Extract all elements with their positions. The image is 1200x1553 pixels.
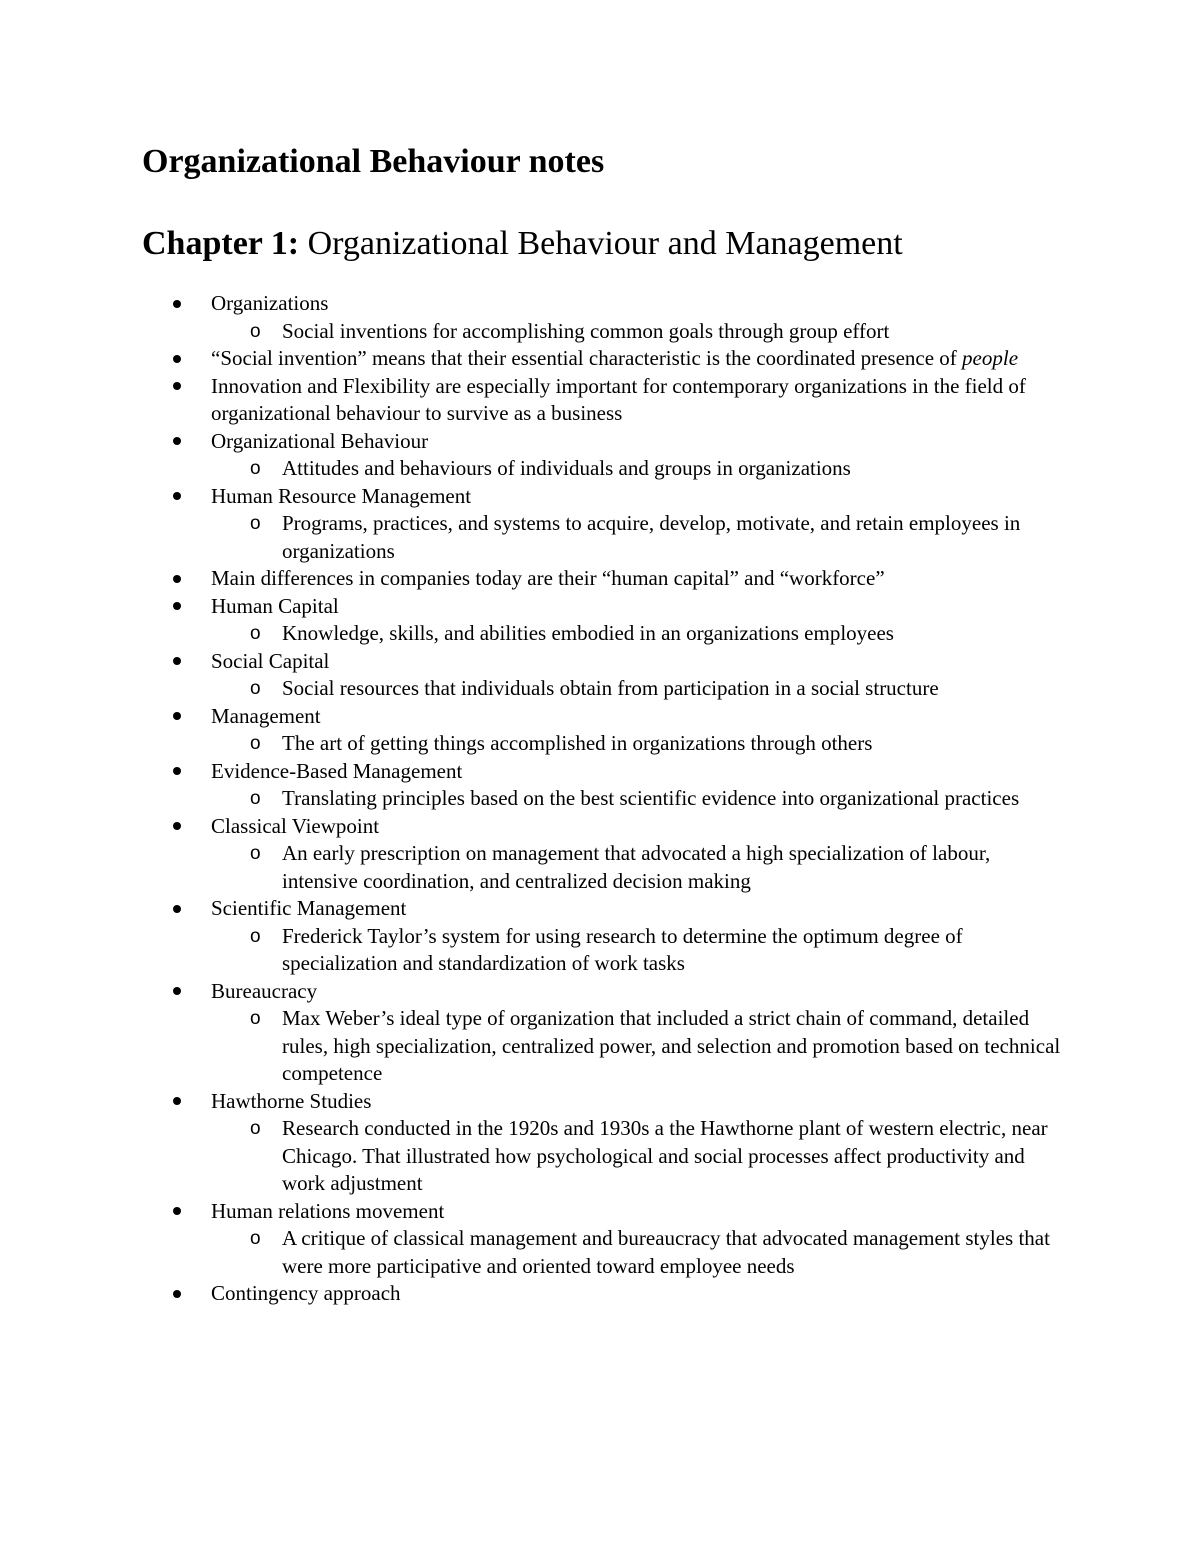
list-item-text: Human Resource Management: [211, 483, 472, 508]
sub-list-item: [0, 730, 1062, 758]
notes-outline: [0, 290, 1200, 1308]
bullet-icon: [173, 1290, 181, 1298]
list-item: [0, 1088, 1061, 1116]
sub-list-item: [0, 785, 1062, 813]
circle-bullet-icon: o: [250, 925, 261, 947]
list-item-text: Evidence-Based Management: [211, 758, 463, 783]
sub-list-item: [0, 1225, 1062, 1280]
chapter-heading: [142, 222, 903, 266]
bullet-icon: [173, 1207, 181, 1215]
sub-list-item: [0, 318, 1062, 346]
circle-bullet-icon: o: [250, 733, 261, 754]
circle-bullet-icon: o: [250, 1008, 261, 1029]
circle-bullet-icon: o: [250, 623, 261, 644]
sub-list-item-text: The art of getting things accomplished in organizations through others: [282, 731, 873, 755]
circle-bullet-icon: o: [250, 320, 261, 342]
circle-bullet-icon: o: [250, 513, 261, 534]
bullet-icon: [173, 437, 181, 445]
sub-list-item-text: A critique of classical management and bureaucracy that advocated management styles that were more participative and oriented toward employee needs: [282, 1226, 1050, 1278]
list-item: [0, 290, 1061, 318]
sub-list-item: [0, 923, 1062, 978]
list-item-text: Main differences in companies today are their “human capital” and “workforce”: [211, 566, 885, 590]
bullet-icon: [173, 355, 181, 363]
list-item-text: “Social invention” means that their essential characteristic is the coordinated presence of: [211, 346, 957, 370]
list-item-text: Management: [211, 703, 321, 728]
bullet-icon: [173, 1097, 181, 1105]
list-item-text: Classical Viewpoint: [211, 813, 380, 838]
list-item-text: Scientific Management: [211, 896, 407, 920]
sub-list-item-text: Attitudes and behaviours of individuals and groups in organizations: [282, 456, 851, 480]
list-item-text: Human relations movement: [211, 1198, 445, 1223]
list-item-text: Hawthorne Studies: [211, 1088, 372, 1113]
bullet-icon: [173, 712, 181, 720]
circle-bullet-icon: o: [250, 458, 261, 479]
list-item-text: Organizational Behaviour: [211, 428, 429, 453]
bullet-icon: [173, 767, 181, 775]
circle-bullet-icon: o: [250, 843, 261, 864]
bullet-icon: [173, 602, 181, 610]
circle-bullet-icon: o: [250, 788, 261, 809]
list-item: [0, 428, 1061, 456]
list-item: [0, 813, 1061, 841]
sub-list-item-text: Social inventions for accomplishing common goals through group effort: [282, 318, 890, 343]
circle-bullet-icon: o: [250, 1228, 261, 1249]
list-item: [0, 648, 1061, 676]
list-item: [0, 345, 1061, 373]
sub-list-item: [0, 455, 1062, 483]
bullet-icon: [173, 382, 181, 390]
circle-bullet-icon: o: [250, 678, 261, 699]
sub-list-item: [0, 675, 1062, 703]
list-item: [0, 483, 1061, 511]
sub-list-item-text: Max Weber’s ideal type of organization that included a strict chain of command, detailed rules, high specialization, centralized power, and selection and promotion based on technical competence: [282, 1006, 1061, 1085]
list-item: [0, 978, 1061, 1006]
sub-list-item: [0, 510, 1062, 565]
list-item-text: Contingency approach: [211, 1281, 401, 1305]
sub-list-item: [0, 620, 1062, 648]
list-item: [0, 758, 1061, 786]
list-item-text: Human Capital: [211, 593, 339, 618]
list-item: [0, 565, 1061, 593]
sub-list-item-text: An early prescription on management that advocated a high specialization of labour, intensive coordination, and centralized decision making: [282, 841, 991, 893]
chapter-label: Chapter 1:: [142, 225, 300, 262]
sub-list-item-text: Social resources that individuals obtain from participation in a social structure: [282, 676, 939, 700]
sub-list-item-text: Translating principles based on the best scientific evidence into organizational practices: [282, 786, 1020, 810]
sub-list-item-text: Programs, practices, and systems to acquire, develop, motivate, and retain employees in organizations: [282, 511, 1021, 563]
bullet-icon: [173, 905, 181, 913]
chapter-title: Organizational Behaviour and Management: [307, 225, 903, 262]
sub-list-item: [0, 1005, 1062, 1088]
bullet-icon: [173, 657, 181, 665]
bullet-icon: [173, 822, 181, 830]
list-item: [0, 1280, 1061, 1308]
list-item: [0, 373, 1061, 428]
sub-list-item-text: Knowledge, skills, and abilities embodied in an organizations employees: [282, 621, 894, 645]
list-item-emphasis: people: [962, 346, 1019, 370]
list-item-text: Bureaucracy: [211, 978, 318, 1003]
circle-bullet-icon: o: [250, 1118, 261, 1139]
list-item: [0, 895, 1061, 923]
bullet-icon: [173, 492, 181, 500]
list-item: [0, 593, 1061, 621]
sub-list-item: [0, 1115, 1062, 1198]
list-item-text: Organizations: [211, 291, 329, 315]
sub-list-item: [0, 840, 1062, 895]
document-title: Organizational Behaviour notes: [142, 143, 605, 180]
list-item-text: Innovation and Flexibility are especially important for contemporary organizations in the field of organizational behaviour to survive as a business: [211, 373, 1026, 425]
list-item-text: Social Capital: [211, 648, 330, 673]
sub-list-item-text: Frederick Taylor’s system for using research to determine the optimum degree of specialization and standardization of work tasks: [282, 923, 963, 975]
list-item: [0, 703, 1061, 731]
bullet-icon: [173, 575, 181, 583]
bullet-icon: [173, 300, 181, 308]
list-item: [0, 1198, 1061, 1226]
sub-list-item-text: Research conducted in the 1920s and 1930s a the Hawthorne plant of western electric, near Chicago. That illustrated how psychological and social processes affect productivity and work adjustment: [282, 1116, 1048, 1195]
bullet-icon: [173, 987, 181, 995]
